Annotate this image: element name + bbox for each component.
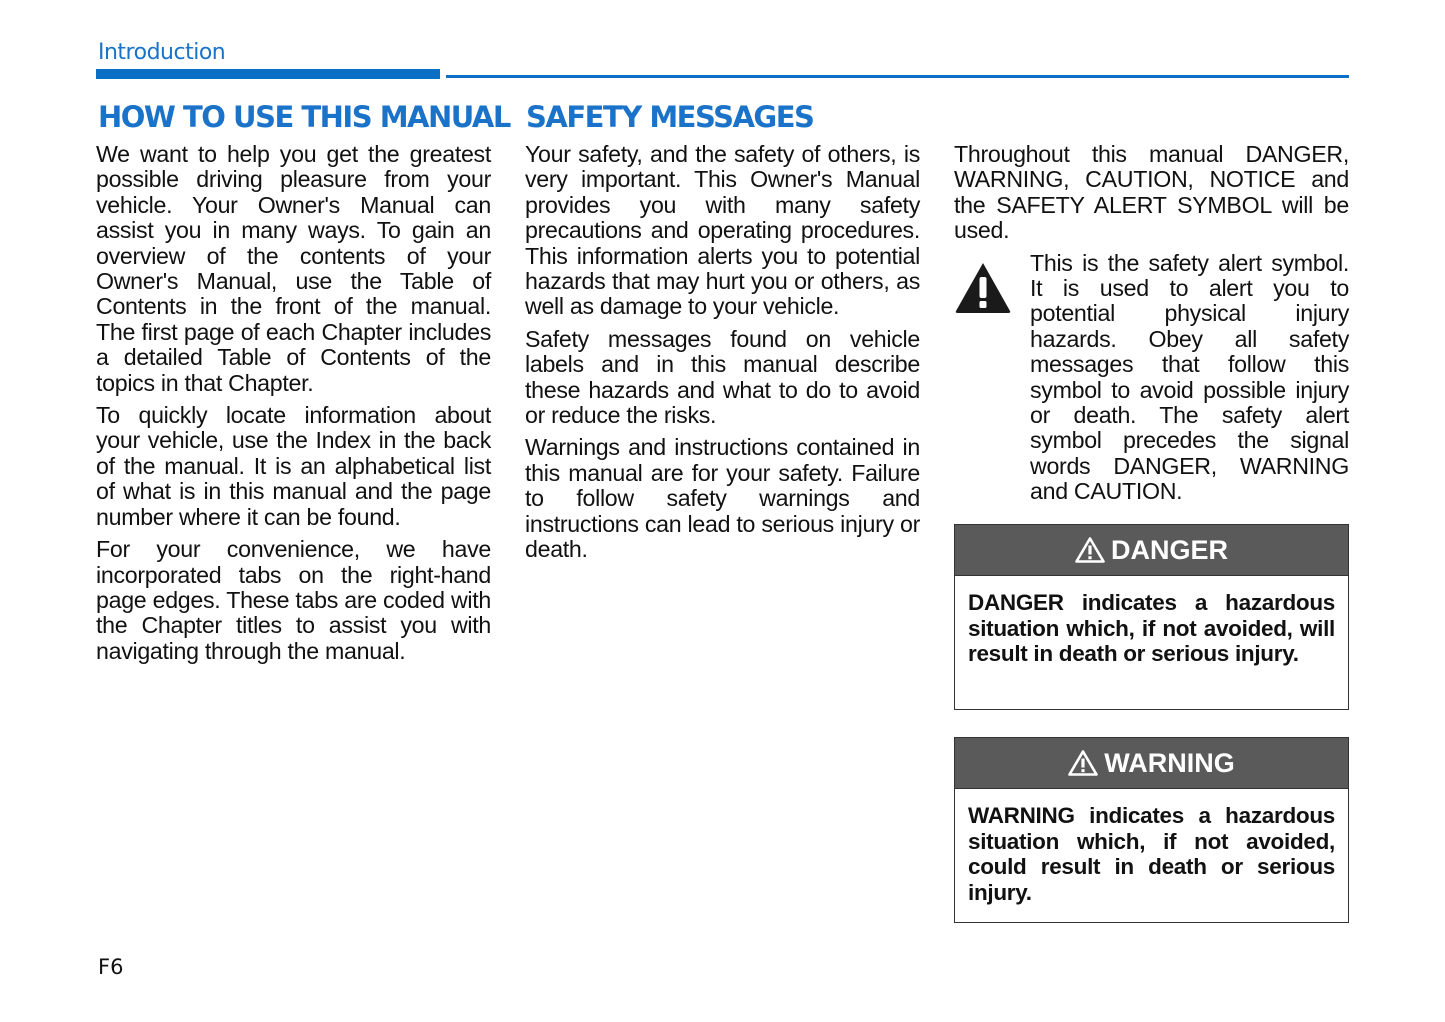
header-rule-thin [446,75,1349,78]
safety-alert-triangle-icon [954,261,1012,315]
danger-box [954,524,1349,710]
how-to-use-paragraph-1: We want to help you get the greatest possible driving pleasure from your vehicle. Your Owner's Manual can assist you in many ways. To gain an overview of the contents of your Owner's Manual, use the Table of Contents in the front of the manual. The first page of each Chapter includes a detailed Table of Contents of the topics in that Chapter. [96,141,491,396]
safety-alert-text: This is the safety alert symbol. It is used to alert you to potential physical injury hazards. Obey all safety messages that follow this symbol to avoid possible injury or death. The safety alert symbol precedes the signal words DANGER, WARNING and CAUTION. [1030,249,1349,505]
warning-header [955,738,1348,789]
safety-messages-heading: SAFETY MESSAGES [526,100,814,134]
danger-text: DANGER indicates a hazardous situation which, if not avoided, will result in death or serious injury. [968,590,1335,667]
warning-triangle-icon [1075,537,1105,563]
signal-words-intro: Throughout this manual DANGER, WARNING, CAUTION, NOTICE and the SAFETY ALERT SYMBOL will be used. [954,141,1349,244]
how-to-use-paragraph-2: To quickly locate information about your vehicle, use the Index in the back of the manual. It is an alphabetical list of what is in this manual and the page number where it can be found. [96,402,491,530]
how-to-use-column [96,142,491,671]
page-number: F6 [98,955,124,979]
how-to-use-heading: HOW TO USE THIS MANUAL [98,100,510,134]
danger-label: DANGER [1110,534,1228,565]
safety-paragraph-1: Your safety, and the safety of others, is very important. This Owner's Manual provides you with many safety precautions and operating procedures. This information alerts you to potential hazards that may hurt you or others, as well as damage to your vehicle. [525,141,920,320]
section-label: Introduction [98,40,226,65]
safety-paragraph-3: Warnings and instructions contained in this manual are for your safety. Failure to follow safety warnings and instructions can lead to serious injury or death. [525,434,920,563]
warning-text: WARNING indicates a hazardous situation which, if not avoided, could result in death or serious injury. [968,803,1335,905]
danger-header [955,525,1348,576]
warning-label: WARNING [1104,747,1235,778]
safety-messages-column [525,142,920,570]
safety-alert-block [954,251,1349,505]
safety-paragraph-2: Safety messages found on vehicle labels and in this manual describe these hazards and what to do to avoid or reduce the risks. [525,325,920,429]
warning-box [954,737,1349,923]
warning-triangle-icon [1068,750,1098,776]
signal-words-column [954,142,1349,505]
how-to-use-paragraph-3: For your convenience, we have incorporated tabs on the right-hand page edges. These tabs are coded with the Chapter titles to assist you with navigating through the manual. [96,536,491,664]
header-rule-thick [96,69,440,79]
